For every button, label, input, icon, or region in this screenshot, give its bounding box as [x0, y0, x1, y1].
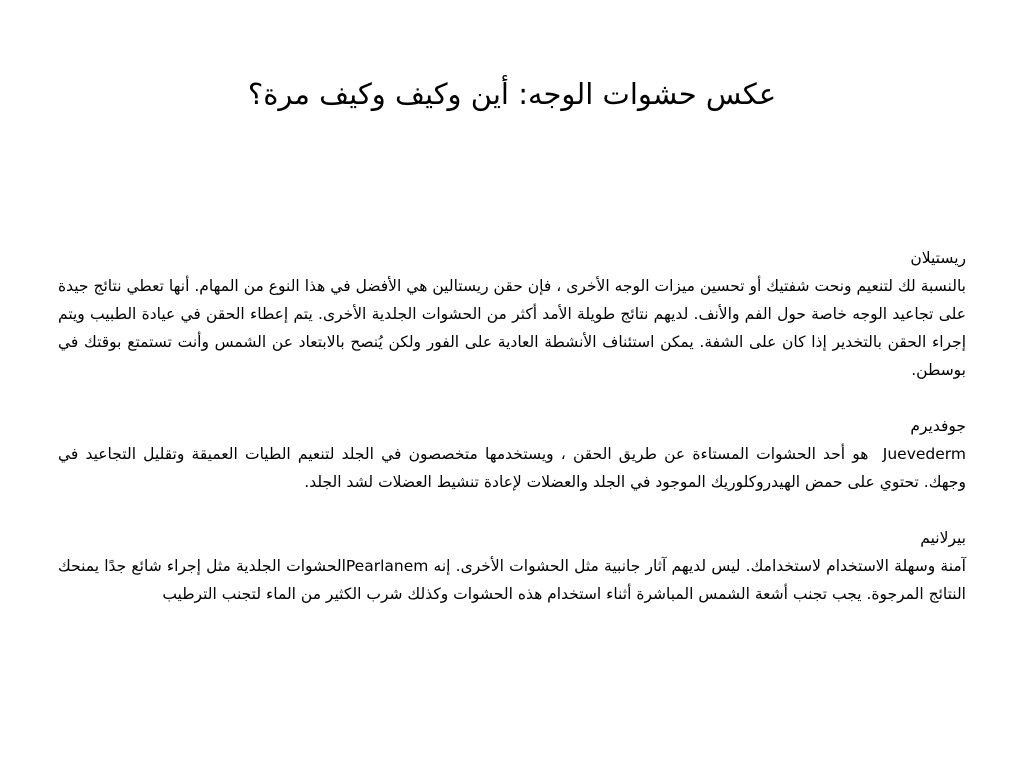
section-body-restylane: بالنسبة لك لتنعيم ونحت شفتيك أو تحسين ميزات الوجه الأخرى ، فإن حقن ريستالين هي الأفضل في هذا النوع من المهام. أنها تعطي نتائج جيدة على تجاعيد الوجه خاصة حول الفم والأنف. لديهم نتائج طويلة الأمد أكثر من الحشوات الجلدية الأخرى. يتم إعطاء الحقن في عيادة الطبيب ويتم إجراء الحقن بالتخدير إذا كان على الشفة. يمكن استئناف الأنشطة العادية على الفور ولكن يُنصح بالابتعاد عن الشمس وأنت تستمتع بوقتك في بوسطن.: [58, 277, 966, 379]
section-heading-juvederm: جوفديرم: [910, 417, 966, 435]
section-text-juvederm: هو أحد الحشوات المستاءة عن طريق الحقن ، ويستخدمها متخصصون في الجلد لتنعيم الطيات العميقة وتقليل التجاعيد في وجهك. تحتوي على حمض الهيدروكلوريك الموجود في الجلد والعضلات لإعادة تنشيط العضلات لشد الجلد.: [58, 445, 966, 491]
brand-name-juvederm: Juevederm: [882, 445, 966, 463]
section-juvederm: [58, 412, 966, 496]
section-text-perlane-part1: آمنة وسهلة الاستخدام لاستخدامك. ليس لديهم آثار جانبية مثل الحشوات الأخرى. إنه: [433, 557, 966, 575]
section-text-perlane-part2: الحشوات الجلدية مثل إجراء شائع جدًا يمنحك النتائج المرجوة. يجب تجنب أشعة الشمس المباشرة أثناء استخدام هذه الحشوات وكذلك شرب الكثير من الماء لتجنب الترطيب: [58, 557, 966, 603]
section-restylane: [58, 244, 966, 384]
section-perlane: [58, 524, 966, 608]
slide-title: عكس حشوات الوجه: أين وكيف وكيف مرة؟: [247, 77, 777, 111]
section-body-perlane: [58, 552, 966, 608]
section-heading-perlane: بيرلانيم: [920, 529, 966, 547]
section-heading-restylane: ريستيلان: [910, 249, 966, 267]
brand-name-pearlanem: Pearlanem: [345, 557, 429, 575]
slide-content: [58, 244, 966, 636]
section-body-juvederm: [58, 440, 966, 496]
